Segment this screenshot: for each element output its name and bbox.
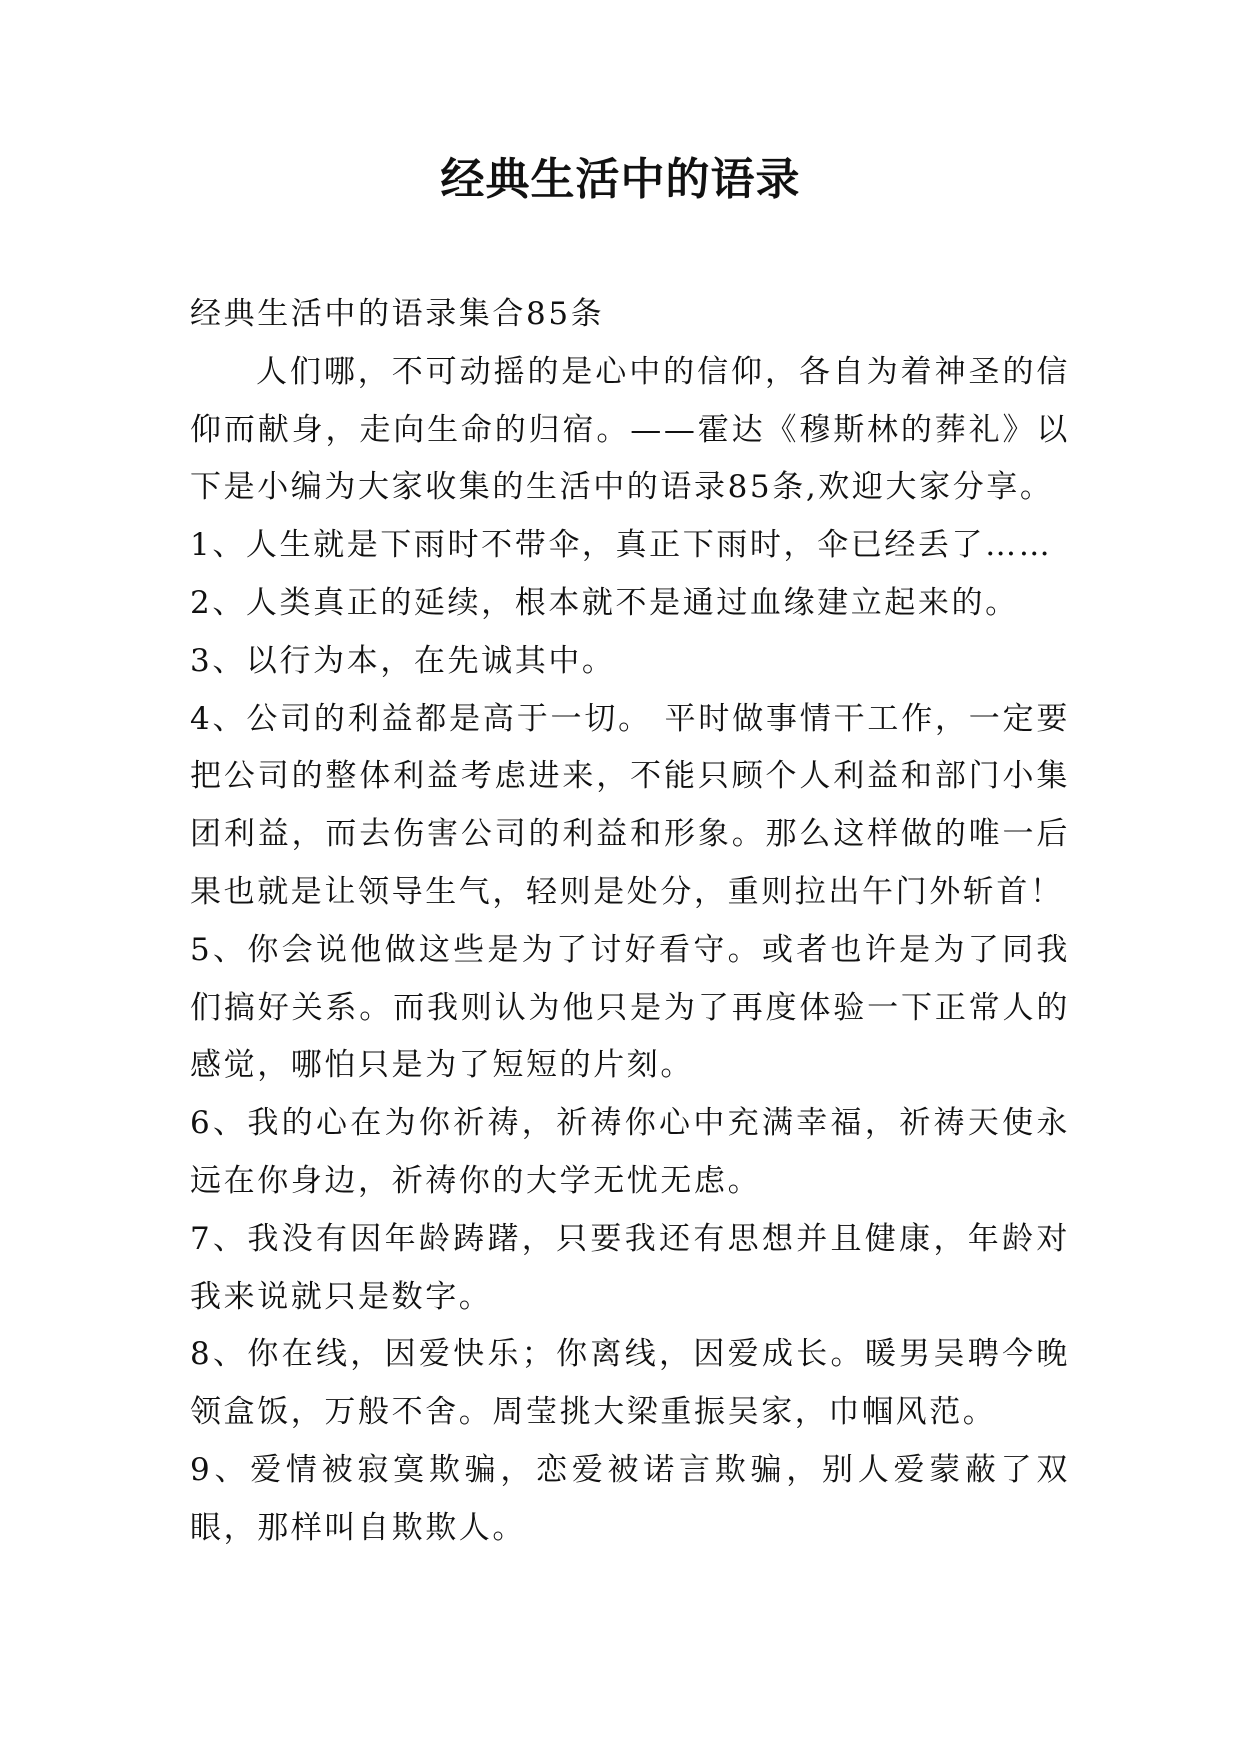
list-item: 9、爱情被寂寞欺骗，恋爱被诺言欺骗，别人爱蒙蔽了双眼，那样叫自欺欺人。 [190,1451,1070,1546]
subtitle: 经典生活中的语录集合85条 [190,296,605,332]
list-item: 5、你会说他做这些是为了讨好看守。或者也许是为了同我们搞好关系。而我则认为他只是为了再度体验一下正常人的感觉，哪怕只是为了短短的片刻。 [190,931,1070,1084]
list-item: 2、人类真正的延续，根本就不是通过血缘建立起来的。 [190,584,1019,621]
list-item: 8、你在线，因爱快乐；你离线，因爱成长。暖男吴聘今晚领盒饭，万般不舍。周莹挑大梁重振吴家，巾帼风范。 [190,1336,1070,1431]
document-body [190,286,1070,1558]
list-item: 4、公司的利益都是高于一切。 平时做事情干工作，一定要把公司的整体利益考虑进来，不能只顾个人利益和部门小集团利益，而去伤害公司的利益和形象。那么这样做的唯一后果也就是让领导生气，轻则是处分，重则拉出午门外斩首！ [190,700,1070,910]
page-title: 经典生活中的语录 [440,154,801,205]
intro-paragraph: 人们哪，不可动摇的是心中的信仰，各自为着神圣的信仰而献身，走向生命的归宿。——霍达《穆斯林的葬礼》以下是小编为大家收集的生活中的语录85条,欢迎大家分享。 [190,353,1070,506]
list-item: 7、我没有因年龄踌躇，只要我还有思想并且健康，年龄对我来说就只是数字。 [190,1220,1070,1315]
list-item: 3、以行为本，在先诚其中。 [190,642,616,679]
list-item: 1、人生就是下雨时不带伞，真正下雨时，伞已经丢了…… [190,527,1053,564]
list-item: 6、我的心在为你祈祷，祈祷你心中充满幸福，祈祷天使永远在你身边，祈祷你的大学无忧无虑。 [190,1105,1070,1199]
